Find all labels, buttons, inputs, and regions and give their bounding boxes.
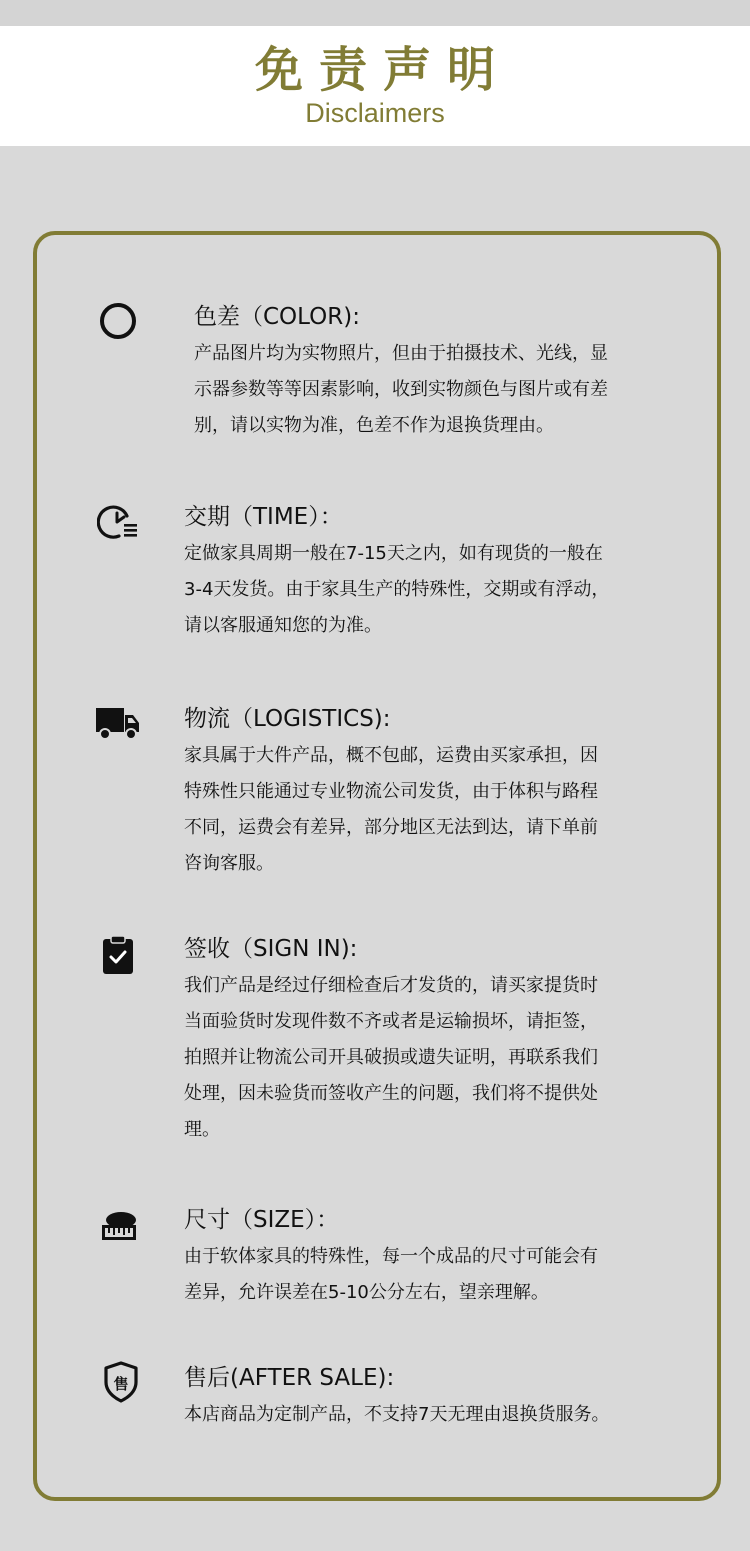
section-title: 售后(AFTER SALE): <box>184 1365 395 1391</box>
shield-label: 售 <box>113 1375 129 1393</box>
section-line: 产品图片均为实物照片，但由于拍摄技术、光线，显 <box>194 343 608 364</box>
clock-list-icon <box>97 502 139 542</box>
section-body <box>194 336 608 444</box>
section-line: 本店商品为定制产品，不支持7天无理由退换货服务。 <box>184 1404 610 1425</box>
section-body <box>184 968 598 1148</box>
section-line: 理。 <box>184 1119 220 1140</box>
page-title: 免责声明 <box>254 42 511 98</box>
section-title: 签收（SIGN IN): <box>184 936 358 962</box>
section-title: 色差（COLOR): <box>194 304 360 330</box>
section-time <box>184 500 609 644</box>
section-sign-in <box>184 932 598 1148</box>
section-after-sale <box>184 1361 609 1433</box>
truck-icon <box>95 705 141 741</box>
section-line: 3-4天发货。由于家具生产的特殊性，交期或有浮动， <box>184 579 610 600</box>
circle-icon <box>98 301 138 341</box>
section-line: 别，请以实物为准，色差不作为退换货理由。 <box>194 415 554 436</box>
page-subtitle: Disclaimers <box>305 98 445 128</box>
tape-measure-icon <box>99 1209 139 1243</box>
shield-shou-icon <box>103 1361 139 1403</box>
section-line: 由于软体家具的特殊性，每一个成品的尺寸可能会有 <box>184 1246 598 1267</box>
section-body <box>184 1397 609 1433</box>
section-body <box>184 536 609 644</box>
section-line: 特殊性只能通过专业物流公司发货，由于体积与路程 <box>184 781 598 802</box>
section-line: 不同，运费会有差异，部分地区无法到达，请下单前 <box>184 817 598 838</box>
section-line: 拍照并让物流公司开具破损或遗失证明，再联系我们 <box>184 1047 598 1068</box>
section-title: 物流（LOGISTICS): <box>184 706 391 732</box>
section-line: 差异，允许误差在5-10公分左右，望亲理解。 <box>184 1282 549 1303</box>
section-body <box>184 738 598 882</box>
section-line: 请以客服通知您的为准。 <box>184 615 382 636</box>
section-title: 交期（TIME）： <box>184 504 343 530</box>
section-line: 咨询客服。 <box>184 853 274 874</box>
section-title: 尺寸（SIZE）： <box>184 1207 340 1233</box>
section-size <box>184 1203 598 1311</box>
section-line: 示器参数等等因素影响，收到实物颜色与图片或有差 <box>194 379 608 400</box>
top-strip <box>0 0 750 26</box>
section-color <box>194 300 608 444</box>
section-line: 处理，因未验货而签收产生的问题，我们将不提供处 <box>184 1083 598 1104</box>
section-line: 家具属于大件产品，概不包邮，运费由买家承担，因 <box>184 745 598 766</box>
section-line: 定做家具周期一般在7-15天之内，如有现货的一般在 <box>184 543 603 564</box>
clipboard-check-icon <box>102 935 134 975</box>
section-line: 我们产品是经过仔细检查后才发货的，请买家提货时 <box>184 975 598 996</box>
section-logistics <box>184 702 598 882</box>
section-body <box>184 1239 598 1311</box>
section-line: 当面验货时发现件数不齐或者是运输损坏，请拒签， <box>184 1011 598 1032</box>
